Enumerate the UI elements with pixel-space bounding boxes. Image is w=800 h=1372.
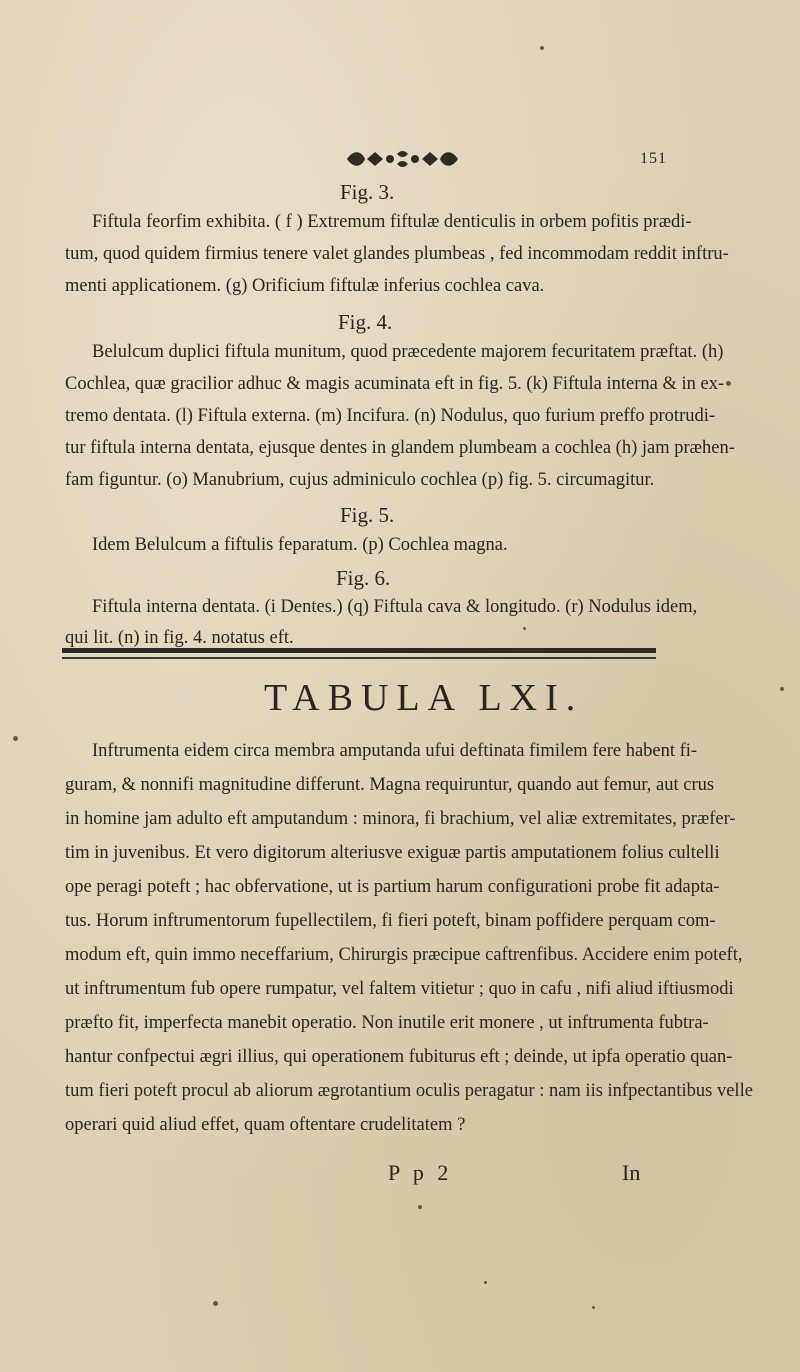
fig-4-line-2: Cochlea, quæ gracilior adhuc & magis acuminata eft in fig. 5. (k) Fiftula interna & in ex- <box>65 374 725 394</box>
section-rule-thin <box>62 657 656 659</box>
paper-speck <box>484 1281 487 1284</box>
tabula-line-5: ope peragi poteft ; hac obfervatione, ut is partium harum configurationi probe fit adapta- <box>65 877 720 897</box>
fig-5-line-1: Idem Belulcum a fiftulis feparatum. (p) Cochlea magna. <box>92 535 508 555</box>
fig-3-line-3: menti applicationem. (g) Orificium fiftulæ inferius cochlea cava. <box>65 276 545 296</box>
catchword: In <box>622 1160 641 1185</box>
paper-speck <box>726 381 731 386</box>
paper-speck <box>13 736 18 741</box>
paper-speck <box>780 687 784 691</box>
tabula-line-10: hantur confpectui ægri illius, qui operationem fubiturus eft ; deinde, ut ipfa operatio quan- <box>65 1047 733 1067</box>
tabula-line-3: in homine jam adulto eft amputandum : minora, fi brachium, vel aliæ extremitates, præfer- <box>65 809 736 829</box>
paper-speck <box>523 627 526 630</box>
fig-3-heading: Fig. 3. <box>340 180 395 204</box>
paper-speck <box>213 1301 218 1306</box>
tabula-line-4: tim in juvenibus. Et vero digitorum alteriusve exiguæ partis amputationem folius cultelli <box>65 843 720 863</box>
fig-6-line-2: qui lit. (n) in fig. 4. notatus eft. <box>65 628 294 648</box>
fig-3-line-1: Fiftula feorfim exhibita. ( f ) Extremum fiftulæ denticulis in orbem pofitis prædi- <box>92 212 692 232</box>
tabula-line-9: præfto fit, imperfecta manebit operatio. Non inutile erit monere , ut inftrumenta fubtra- <box>65 1013 709 1033</box>
tabula-line-7: modum eft, quin immo neceffarium, Chirurgis præcipue caftrenfibus. Accidere enim poteft, <box>65 945 743 965</box>
page-number: 151 <box>640 150 667 167</box>
tabula-line-12: operari quid aliud effet, quam oftentare crudelitatem ? <box>65 1115 466 1135</box>
fig-6-heading: Fig. 6. <box>336 566 391 590</box>
fig-6-line-1: Fiftula interna dentata. (i Dentes.) (q) Fiftula cava & longitudo. (r) Nodulus idem, <box>92 597 698 617</box>
paper-speck <box>592 1306 595 1309</box>
fig-4-line-3: tremo dentata. (l) Fiftula externa. (m) Incifura. (n) Nodulus, quo furium preffo protrudi- <box>65 406 716 426</box>
tabula-line-1: Inftrumenta eidem circa membra amputanda ufui deftinata fimilem fere habent fi- <box>92 741 698 761</box>
tabula-line-2: guram, & nonnifi magnitudine differunt. Magna requiruntur, quando aut femur, aut crus <box>65 775 715 795</box>
tabula-line-8: ut inftrumentum fub opere rumpatur, vel faltem vitietur ; quo in cafu , nifi aliud iftiusmodi <box>65 979 734 999</box>
signature-mark: P p 2 <box>388 1160 453 1185</box>
tabula-line-6: tus. Horum inftrumentorum fupellectilem, fi fieri poteft, binam poffidere perquam com- <box>65 911 716 931</box>
head-ornament <box>345 148 460 170</box>
fig-4-line-5: fam figuntur. (o) Manubrium, cujus adminiculo cochlea (p) fig. 5. circumagitur. <box>65 470 655 490</box>
fig-3-line-2: tum, quod quidem firmius tenere valet glandes plumbeas , fed incommodam reddit inftru- <box>65 244 729 264</box>
tabula-line-11: tum fieri poteft procul ab aliorum ægrotantium oculis peragatur : nam iis infpectantibus velle <box>65 1081 753 1101</box>
fig-4-heading: Fig. 4. <box>338 310 393 334</box>
fig-4-line-1: Belulcum duplici fiftula munitum, quod præcedente majorem fecuritatem præftat. (h) <box>92 342 724 362</box>
paper-speck <box>540 46 544 50</box>
section-rule-thick <box>62 648 656 653</box>
fig-4-line-4: tur fiftula interna dentata, ejusque dentes in glandem plumbeam a cochlea (h) jam præhen- <box>65 438 735 458</box>
fig-5-heading: Fig. 5. <box>340 503 395 527</box>
tabula-title: TABULA LXI. <box>264 677 584 719</box>
paper-speck <box>418 1205 422 1209</box>
